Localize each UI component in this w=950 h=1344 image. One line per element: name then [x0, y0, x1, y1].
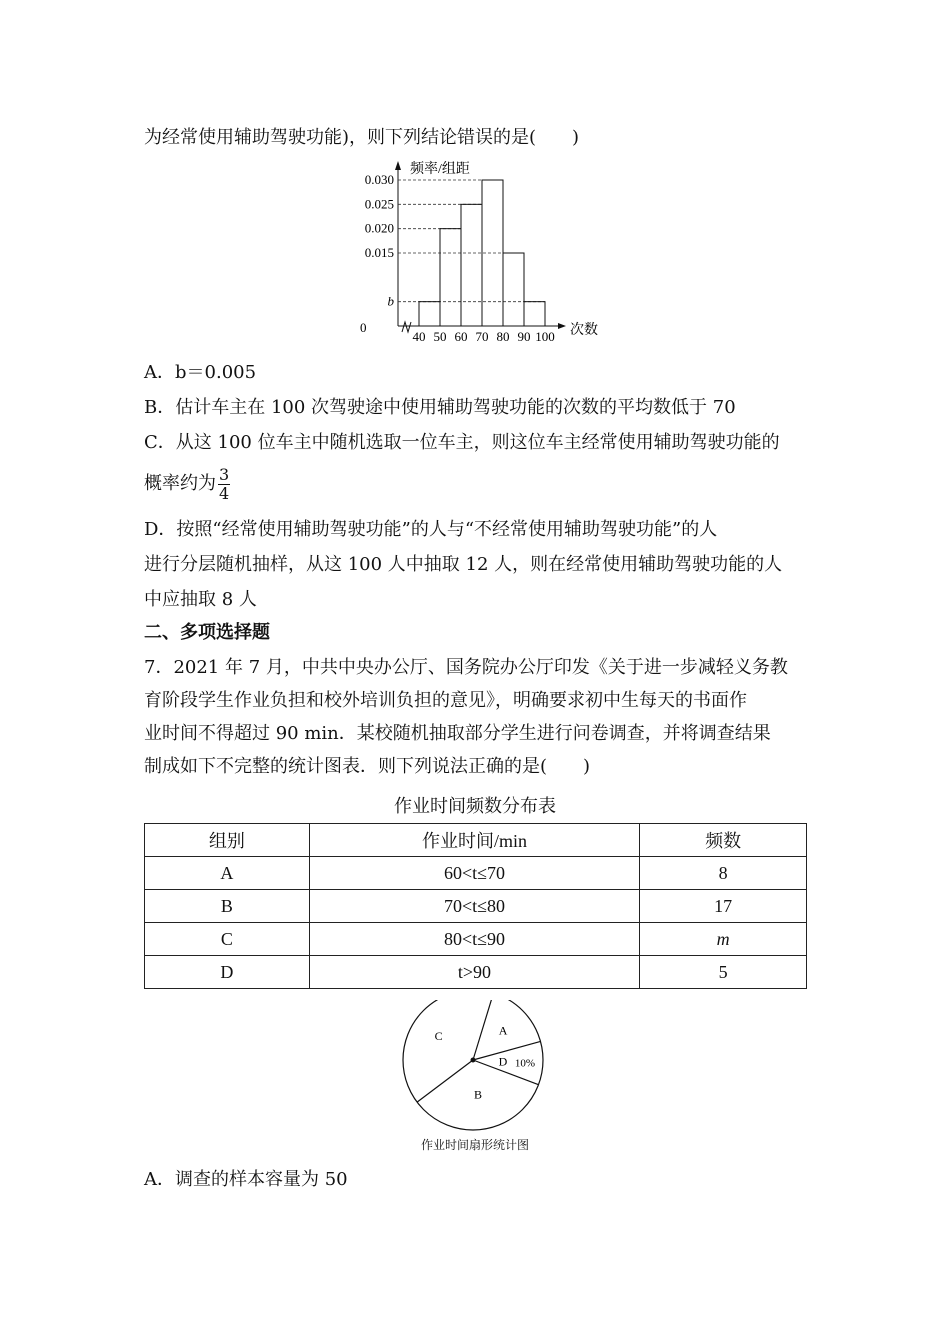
question7-line1: 7．2021 年 7 月，中共中央办公厅、国务院办公厅印发《关于进一步减轻义务教 [144, 657, 788, 678]
q6-option-b: B．估计车主在 100 次驾驶途中使用辅助驾驶功能的次数的平均数低于 70 [144, 397, 736, 418]
histogram-x-tick-label: 70 [475, 329, 489, 344]
question7-line4: 制成如下不完整的统计图表．则下列说法正确的是( ) [144, 756, 591, 777]
axis-break-mark [402, 322, 411, 332]
histogram-x-tick-label: 80 [496, 329, 510, 344]
table-cell: 17 [640, 890, 807, 923]
q6-option-a: A．b＝0.005 [144, 362, 257, 383]
histogram-x-axis-label: 次数 [570, 323, 598, 338]
histogram-y-tick-label: 0.020 [364, 220, 394, 236]
pie-slice-boundary [417, 1060, 473, 1102]
histogram-bar [440, 229, 461, 326]
histogram-y-tick-label: 0.030 [364, 172, 394, 187]
question6-intro: 为经常使用辅助驾驶功能)，则下列结论错误的是( ) [144, 127, 580, 148]
histogram-y-arrow [395, 161, 401, 170]
histogram-x-tick-label: 90 [517, 329, 531, 344]
fraction-three-quarters [218, 466, 230, 503]
table-cell: 5 [640, 956, 807, 989]
histogram-x-tick-label: 100 [535, 329, 555, 344]
fraction-numerator: 3 [219, 464, 230, 484]
histogram-bar [524, 302, 545, 326]
table-caption: 作业时间频数分布表 [394, 796, 556, 817]
histogram-x-tick-label: 50 [433, 329, 447, 344]
table-row [145, 923, 807, 956]
pie-center-dot [471, 1058, 476, 1063]
table-cell: D [145, 956, 310, 989]
histogram-bar [419, 302, 440, 326]
q6-option-c-line1: C．从这 100 位车主中随机选取一位车主，则这位车主经常使用辅助驾驶功能的 [144, 432, 780, 453]
pie-slice-boundary [473, 1000, 493, 1060]
question7-line3: 业时间不得超过 90 min．某校随机抽取部分学生进行问卷调查，并将调查结果 [144, 723, 771, 744]
table-cell: B [145, 890, 310, 923]
pie-percent-label: 10% [514, 1057, 536, 1070]
histogram-x-tick-label: 40 [412, 329, 426, 344]
table-row [145, 857, 807, 890]
frequency-table [144, 823, 807, 989]
table-header-row [145, 824, 807, 857]
q7-option-a: A．调查的样本容量为 50 [144, 1169, 348, 1190]
table-cell: 80<t≤90 [309, 923, 640, 956]
table-cell: A [145, 857, 310, 890]
pie-caption: 作业时间扇形统计图 [420, 1138, 529, 1152]
section-title: 二、多项选择题 [144, 622, 270, 643]
pie-slice-label: A [498, 1023, 508, 1038]
histogram-origin-label: 0 [360, 320, 367, 335]
pie-slice-label: D [498, 1054, 508, 1069]
pie-slice-label: C [434, 1028, 443, 1043]
histogram-x-tick-label: 60 [454, 329, 468, 344]
table-cell: C [145, 923, 310, 956]
histogram-y-tick-label: b [387, 293, 394, 309]
table-cell: t>90 [309, 956, 640, 989]
table-cell: m [640, 923, 807, 956]
q6-option-c-text: 概率约为 [144, 473, 216, 494]
histogram-y-tick-label: 0.025 [364, 196, 394, 212]
table-header-cell: 作业时间/min [309, 824, 640, 857]
table-row [145, 956, 807, 989]
fraction-denominator: 4 [219, 483, 230, 503]
table-cell: 8 [640, 857, 807, 890]
table-cell: 70<t≤80 [309, 890, 640, 923]
pie-slice-label: B [473, 1087, 482, 1102]
table-cell: 60<t≤70 [309, 857, 640, 890]
histogram-bar [461, 204, 482, 326]
q6-option-d-line1: D．按照“经常使用辅助驾驶功能”的人与“不经常使用辅助驾驶功能”的人 [144, 519, 718, 540]
frequency-histogram [352, 158, 602, 346]
pie-chart [395, 1000, 555, 1134]
q6-option-d-line2: 进行分层随机抽样，从这 100 人中抽取 12 人，则在经常使用辅助驾驶功能的人 [144, 554, 783, 575]
q6-option-d-line3: 中应抽取 8 人 [144, 589, 257, 610]
table-header-cell: 频数 [640, 824, 807, 857]
table-header-cell: 组别 [145, 824, 310, 857]
table-row [145, 890, 807, 923]
histogram-y-axis-label: 频率/组距 [410, 162, 470, 177]
histogram-bar [503, 253, 524, 326]
q6-option-c-line2 [144, 462, 230, 506]
histogram-y-tick-label: 0.015 [364, 245, 394, 260]
question7-line2: 育阶段学生作业负担和校外培训负担的意见》，明确要求初中生每天的书面作 [144, 690, 747, 711]
histogram-x-arrow [558, 323, 566, 329]
